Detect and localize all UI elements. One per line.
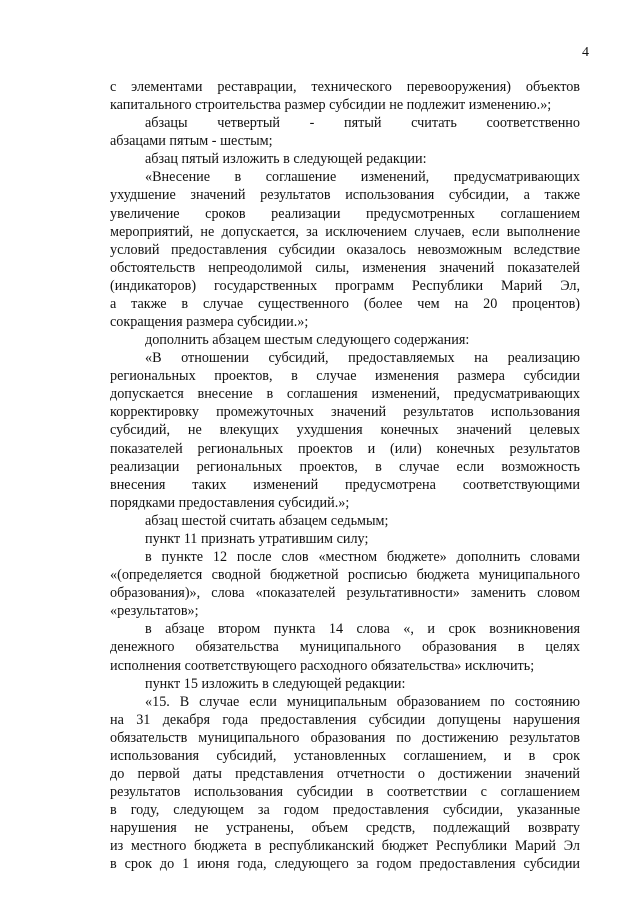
text-line: «результатов»; xyxy=(110,603,199,620)
text-line: «Внесение в соглашение изменений, предусматривающих xyxy=(145,169,580,186)
page-number: 4 xyxy=(582,45,589,60)
text-line: увеличение сроков реализации предусмотренных соглашением xyxy=(110,205,580,222)
text-line: реализации региональных проектов, в случае если возможность xyxy=(110,458,580,475)
text-line: условий предоставления субсидии оказалось невозможным вследствие xyxy=(110,241,580,258)
text-line: нарушения не устранены, объем средств, подлежащий возврату xyxy=(110,820,580,837)
text-line: «(определяется сводной бюджетной росписью бюджета муниципального xyxy=(110,567,580,584)
text-line: «15. В случае если муниципальным образованием по состоянию xyxy=(145,693,580,710)
text-line: порядками предоставления субсидий.»; xyxy=(110,494,350,511)
text-line: из местного бюджета в республиканский бюджет Республики Марий Эл xyxy=(110,838,580,855)
text-line: до первой даты представления отчетности о достижении значений xyxy=(110,765,580,782)
text-line: а также в случае существенного (более чем на 20 процентов) xyxy=(110,295,580,312)
text-line: «В отношении субсидий, предоставляемых на реализацию xyxy=(145,350,580,367)
text-line: на 31 декабря года предоставления субсидии допущены нарушения xyxy=(110,711,580,728)
text-line: дополнить абзацем шестым следующего содержания: xyxy=(145,332,470,349)
text-line: показателей региональных проектов и (или) конечных результатов xyxy=(110,440,580,457)
text-line: в пункте 12 после слов «местном бюджете» дополнить словами xyxy=(145,549,580,566)
text-line: ухудшение значений результатов использования субсидии, а также xyxy=(110,187,580,204)
text-line: образования)», слова «показателей результативности» заменить словом xyxy=(110,585,580,602)
text-line: пункт 15 изложить в следующей редакции: xyxy=(145,675,406,692)
text-line: допускается внесение в соглашения изменений, предусматривающих xyxy=(110,386,580,403)
text-line: сокращения размера субсидии.»; xyxy=(110,314,309,331)
text-line: исполнения соответствующего расходного обязательства» исключить; xyxy=(110,657,535,674)
text-line: корректировку промежуточных значений результатов использования xyxy=(110,404,580,421)
text-line: результатов использования субсидии в соответствии с соглашением xyxy=(110,784,580,801)
text-line: региональных проектов, в случае изменения размера субсидии xyxy=(110,368,580,385)
text-line: внесения таких изменений предусмотрена соответствующими xyxy=(110,476,580,493)
text-line: абзац шестой считать абзацем седьмым; xyxy=(145,512,389,529)
text-line: абзацы четвертый - пятый считать соответственно xyxy=(145,115,580,132)
text-line: в срок до 1 июня года, следующего за годом предоставления субсидии xyxy=(110,856,580,873)
text-line: абзацами пятым - шестым; xyxy=(110,133,273,150)
text-line: использования субсидий, установленных соглашением, и в срок xyxy=(110,747,580,764)
text-line: пункт 11 признать утратившим силу; xyxy=(145,530,369,547)
text-line: субсидий, не влекущих ухудшения конечных значений целевых xyxy=(110,422,580,439)
text-line: денежного обязательства муниципального образования в целях xyxy=(110,639,580,656)
text-line: обязательств муниципального образования по достижению результатов xyxy=(110,729,580,746)
text-line: в году, следующем за годом предоставления субсидии, указанные xyxy=(110,802,580,819)
text-line: обстоятельств непреодолимой силы, изменения значений показателей xyxy=(110,259,580,276)
text-line: (индикаторов) государственных программ Республики Марий Эл, xyxy=(110,277,580,294)
text-line: абзац пятый изложить в следующей редакции: xyxy=(145,151,427,168)
text-line: в абзаце втором пункта 14 слова «, и срок возникновения xyxy=(145,621,580,638)
text-line: капитального строительства размер субсидии не подлежит изменению.»; xyxy=(110,97,552,114)
text-line: с элементами реставрации, технического перевооружения) объектов xyxy=(110,79,580,95)
text-line: мероприятий, не допускается, за исключением случаев, если выполнение xyxy=(110,223,580,240)
document-body xyxy=(110,78,580,873)
